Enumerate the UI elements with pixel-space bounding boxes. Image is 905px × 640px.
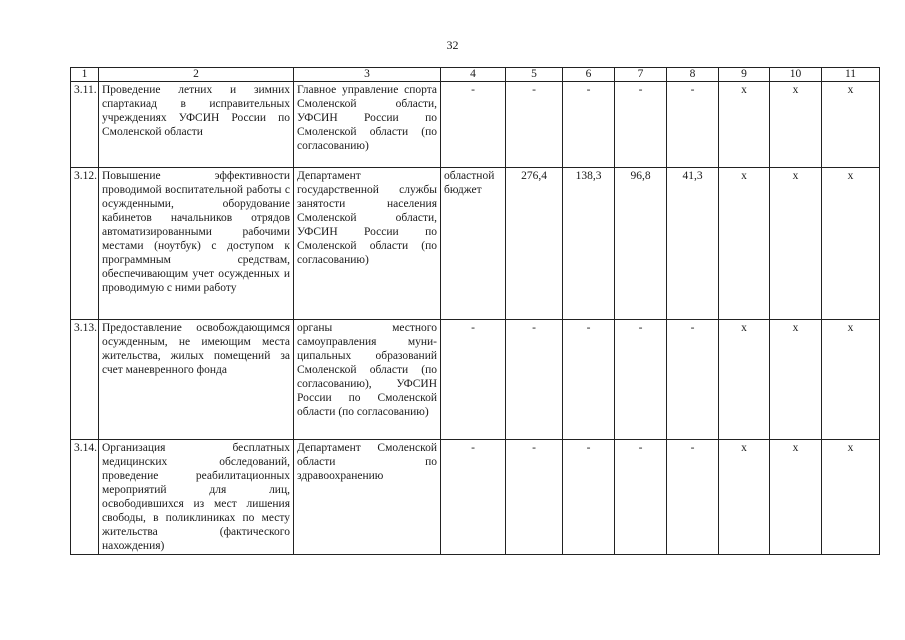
mark-cell: x [719,168,770,320]
header-cell: 2 [99,68,294,82]
funding-source-cell: - [441,440,506,555]
funding-source-cell: - [441,320,506,440]
mark-cell: x [770,440,822,555]
amount-cell: - [667,440,719,555]
amount-cell: - [667,82,719,168]
row-number: 3.11. [71,82,99,168]
activity-cell: Организация бесплатных медицинских обследований, проведение реабилитационных мероприятий для лиц, освободившихся из мест лишения свободы, в поликлиниках по месту жительства (фактического нахождения) [99,440,294,555]
amount-cell: 138,3 [563,168,615,320]
amount-cell: 96,8 [615,168,667,320]
table-row [71,168,880,320]
funding-source-cell: областной бюджет [441,168,506,320]
amount-cell: - [506,320,563,440]
mark-cell: x [719,82,770,168]
row-number: 3.13. [71,320,99,440]
page-number: 32 [446,38,459,52]
amount-cell: - [615,320,667,440]
amount-cell: - [667,320,719,440]
mark-cell: x [719,440,770,555]
amount-cell: - [563,320,615,440]
amount-cell: - [563,82,615,168]
header-cell: 1 [71,68,99,82]
amount-cell: - [506,82,563,168]
table-row [71,82,880,168]
amount-cell: - [615,440,667,555]
amount-cell: 41,3 [667,168,719,320]
activity-cell: Предоставление освобождающимся осужденным, не имеющим места жительства, жилых помещений за счет маневренного фонда [99,320,294,440]
header-cell: 9 [719,68,770,82]
mark-cell: x [822,82,880,168]
row-number: 3.14. [71,440,99,555]
mark-cell: x [822,168,880,320]
amount-cell: 276,4 [506,168,563,320]
amount-cell: - [615,82,667,168]
header-cell: 8 [667,68,719,82]
mark-cell: x [770,168,822,320]
header-cell: 6 [563,68,615,82]
mark-cell: x [822,320,880,440]
mark-cell: x [822,440,880,555]
table-row [71,320,880,440]
row-number: 3.12. [71,168,99,320]
header-cell: 5 [506,68,563,82]
amount-cell: - [506,440,563,555]
header-cell: 4 [441,68,506,82]
header-cell: 7 [615,68,667,82]
table-header-row [71,68,880,82]
activity-cell: Проведение летних и зимних спартакиад в исправительных учреждениях УФСИН России по Смоленской области [99,82,294,168]
executor-cell: Департамент государственной службы занятости населения Смоленской области, УФСИН России по Смоленской области (по согласованию) [294,168,441,320]
executor-cell: Главное управление спорта Смоленской области, УФСИН России по Смоленской области (по согласованию) [294,82,441,168]
executor-cell: Департамент Смоленской области по здравоохранению [294,440,441,555]
funding-source-cell: - [441,82,506,168]
header-cell: 11 [822,68,880,82]
table-row [71,440,880,555]
header-cell: 10 [770,68,822,82]
mark-cell: x [770,82,822,168]
header-cell: 3 [294,68,441,82]
measures-table [70,67,880,555]
executor-cell: органы местного самоуправления муни-ципальных образований Смоленской области (по согласованию), УФСИН России по Смоленской области (по согласованию) [294,320,441,440]
mark-cell: x [770,320,822,440]
activity-cell: Повышение эффективности проводимой воспитательной работы с осужденными, оборудование кабинетов начальников отрядов автоматизированными рабочими местами (ноутбук) с доступом к программным средствам, обеспечивающим учет осужденных и проводимую с ними работу [99,168,294,320]
mark-cell: x [719,320,770,440]
amount-cell: - [563,440,615,555]
